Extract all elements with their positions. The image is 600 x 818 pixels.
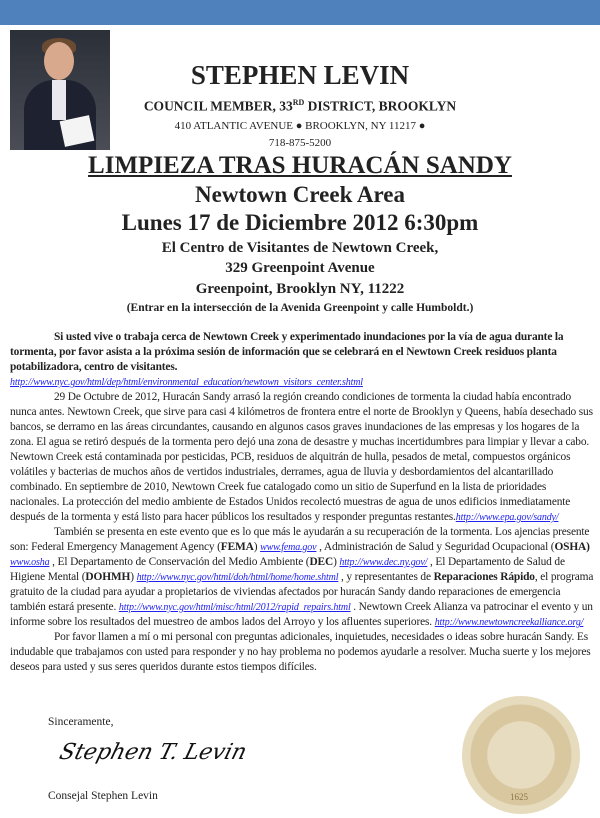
office-phone: 718-875-5200 bbox=[268, 137, 332, 149]
text: ) bbox=[253, 541, 261, 553]
city-council-seal bbox=[462, 696, 580, 814]
member-name: STEPHEN LEVIN bbox=[190, 60, 410, 90]
text: , El Departamento de Salud de Higiene Mental ( bbox=[10, 556, 565, 583]
link[interactable]: http://www.dec.ny.gov/ bbox=[339, 557, 428, 568]
text: , Administración de Salud y Seguridad Ocupacional ( bbox=[316, 541, 555, 553]
event-directions: (Entrar en la intersección de la Avenida Greenpoint y calle Humboldt.) bbox=[126, 302, 474, 314]
paragraph bbox=[10, 525, 596, 630]
member-title: COUNCIL MEMBER, 33RD DISTRICT, BROOKLYN bbox=[143, 98, 457, 114]
bold-text: OSHA) bbox=[554, 541, 590, 553]
bold-text: FEMA bbox=[220, 541, 254, 553]
event-city: Greenpoint, Brooklyn NY, 11222 bbox=[195, 281, 405, 297]
bold-text: Si usted vive o trabaja cerca de Newtown Creek y experimentado inundaciones por la vía de agua durante la tormenta, por favor asista a la próxima sesión de información que se celebrará en el Newtown Creek residuos planta potabilizadora, centro de visitantes. bbox=[10, 331, 564, 373]
link[interactable]: www.osha bbox=[10, 557, 50, 568]
text: 29 De Octubre de 2012, Huracán Sandy arrasó la región creando condiciones de tormenta la ciudad había encontrado nunca antes. Newtown Creek, que sirve para casi 4 kilómetros de frontera entre el norte de Brooklyn y Queens, había desechado sus bancos, se derramo en las áreas circundantes, causando en algunos casos graves inundaciones de las empresas y los hogares de la zona. El agua se retiró después de la tormenta pero dejó una zona de desastre y muchas incertidumbres para limpiar y llevar a cabo. Newtown Creek está contaminada por pesticidas, PCB, residuos de alquitrán de hulla, pesados de metal, compuestos orgánicos volátiles y bacterias de muchos años de vertidos industriales, derrames, agua de lluvia y desbordamientos del alcantarillado combinado. En septiembre de 2010, Newtown Creek fue catalogado como un sitio de Superfund en la lista de prioridades nacionales. La protección del medio ambiente de Estados Unidos recolectó muestras de agua de unos edificios inmediatamente después de la tormenta y está listo para hacer públicos los resultados y responder preguntas restantes. bbox=[10, 391, 593, 523]
text: , y representantes de bbox=[338, 571, 434, 583]
bold-text: Reparaciones Rápido bbox=[433, 571, 535, 583]
header-band bbox=[0, 0, 600, 25]
event-headline: LIMPIEZA TRAS HURACÁN SANDY bbox=[88, 152, 512, 179]
signer-name: Consejal Stephen Levin bbox=[48, 790, 158, 802]
event-venue: El Centro de Visitantes de Newtown Creek, bbox=[161, 240, 439, 256]
bold-text: DOHMH bbox=[85, 571, 131, 583]
text: ) bbox=[333, 556, 340, 568]
text: También se presenta en este evento que es lo que más le ayudarán a su recuperación de la tormenta. Los ajencias presente son: Federal Emergency Management Agency ( bbox=[10, 526, 590, 553]
letter-body bbox=[10, 330, 596, 675]
event-area: Newtown Creek Area bbox=[195, 182, 405, 207]
text: , el programa gratuito de la ciudad para ayudar a propietarios de viviendas afectados por huracán Sandy dando reparaciones de emergencia también estará presente. bbox=[10, 571, 594, 613]
link[interactable]: http://www.nyc.gov/html/doh/html/home/home.shtml bbox=[136, 572, 339, 583]
paragraph bbox=[10, 330, 596, 375]
signature: Stephen T. Levin bbox=[56, 740, 250, 765]
paragraph bbox=[10, 390, 596, 525]
seal-year: 1625 bbox=[510, 792, 528, 802]
paragraph bbox=[10, 375, 596, 390]
paragraph bbox=[10, 630, 596, 675]
council-member-photo bbox=[10, 30, 110, 150]
bold-text: DEC bbox=[309, 556, 334, 568]
link[interactable]: http://www.epa.gov/sandy/ bbox=[455, 512, 559, 523]
office-address: 410 ATLANTIC AVENUE ● BROOKLYN, NY 11217 ● bbox=[174, 120, 426, 132]
text: . Newtown Creek Alianza va patrocinar el evento y un informe sobre los resultados del muestreo de ambos lados del Arroyo y los afluentes superiores. bbox=[10, 601, 593, 628]
text: ) bbox=[130, 571, 137, 583]
link[interactable]: http://www.nyc.gov/html/misc/html/2012/rapid_repairs.html bbox=[118, 602, 351, 613]
link[interactable]: http://www.newtowncreekalliance.org/ bbox=[434, 617, 584, 628]
link[interactable]: www.fema.gov bbox=[260, 542, 317, 553]
event-date: Lunes 17 de Diciembre 2012 6:30pm bbox=[121, 210, 479, 235]
text: , El Departamento de Conservación del Medio Ambiente ( bbox=[49, 556, 310, 568]
link[interactable]: http://www.nyc.gov/html/dep/html/environmental_education/newtown_visitors_center.shtml bbox=[10, 377, 363, 388]
salutation: Sinceramente, bbox=[48, 716, 114, 728]
event-street: 329 Greenpoint Avenue bbox=[225, 260, 375, 276]
text: Por favor llamen a mí o mi personal con preguntas adicionales, inquietudes, necesidades o ideas sobre huracán Sandy. Es indudable que trabajamos con usted para responder y no hay problema no podemos ayudarle a resolver. Mucha suerte y los mejores deseos para usted y sus seres queridos durante estos tiempos difíciles. bbox=[10, 631, 591, 673]
